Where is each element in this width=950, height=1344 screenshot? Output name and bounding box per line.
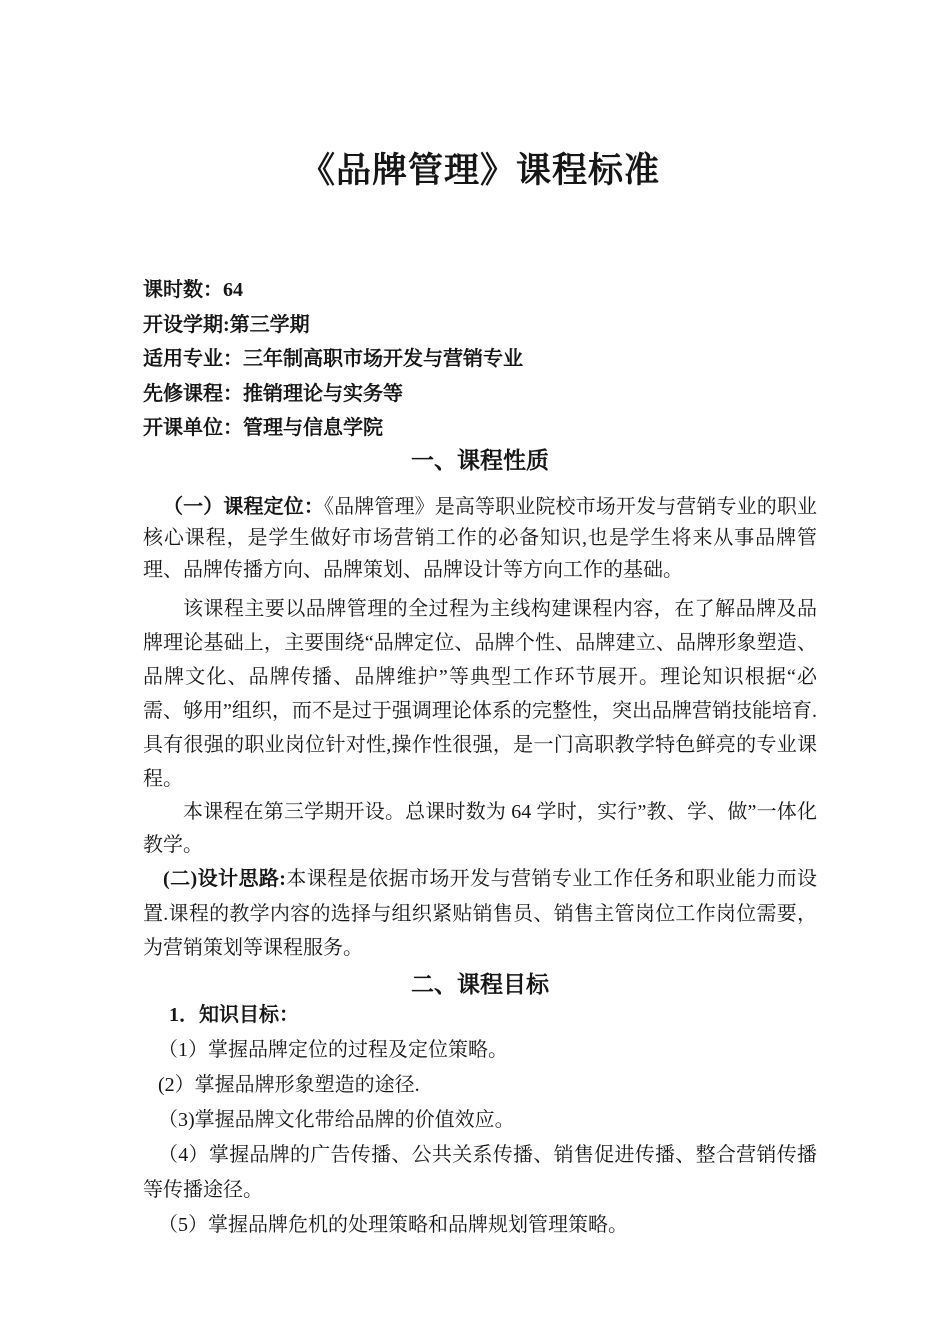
knowledge-goal-item-5: （5）掌握品牌危机的处理策略和品牌规划管理策略。 <box>158 1213 628 1236</box>
knowledge-goal-list <box>143 1033 817 1243</box>
para-course-position <box>143 492 817 587</box>
meta-prerequisite: 先修课程：推销理论与实务等 <box>143 382 403 405</box>
course-meta-block <box>143 273 817 446</box>
document-content <box>143 150 817 1243</box>
page-title: 《品牌管理》课程标准 <box>299 151 660 190</box>
knowledge-goal-item-1: （1）掌握品牌定位的过程及定位策略。 <box>158 1038 508 1061</box>
para-course-position-lead: （一）课程定位： <box>163 495 324 518</box>
knowledge-goal-item-3: （3)掌握品牌文化带给品牌的价值效应。 <box>158 1108 515 1131</box>
para-course-schedule: 本课程在第三学期开设。总课时数为 64 学时，实行”教、学、做”一体化教学。 <box>143 801 817 856</box>
para-design-idea <box>143 862 817 966</box>
meta-course-hours: 课时数：64 <box>143 279 243 301</box>
para-design-idea-body: 本课程是依据市场开发与营销专业工作任务和职业能力而设置.课程的教学内容的选择与组织紧贴销售员、销售主管岗位工作岗位需要，为营销策划等课程服务。 <box>143 868 818 959</box>
knowledge-goal-item-2: (2）掌握品牌形象塑造的途径. <box>158 1073 420 1096</box>
section-heading-course-nature: 一、课程性质 <box>411 447 549 473</box>
meta-semester: 开设学期:第三学期 <box>143 313 310 336</box>
section-heading-course-goals: 二、课程目标 <box>411 971 549 997</box>
para-course-position-body: 《品牌管理》是高等职业院校市场开发与营销专业的职业核心课程，是学生做好市场营销工作的必备知识,也是学生将来从事品牌管理、品牌传播方向、品牌策划、品牌设计等方向工作的基础。 <box>143 495 817 581</box>
meta-department: 开课单位：管理与信息学院 <box>143 417 383 439</box>
knowledge-goals-subheading: 1．知识目标： <box>169 1003 299 1026</box>
meta-major: 适用专业：三年制高职市场开发与营销专业 <box>143 348 523 370</box>
para-course-content: 该课程主要以品牌管理的全过程为主线构建课程内容，在了解品牌及品牌理论基础上，主要围绕“品牌定位、品牌个性、品牌建立、品牌形象塑造、品牌文化、品牌传播、品牌维护”等典型工作环节展开。理论知识根据“必需、够用”组织，而不是过于强调理论体系的完整性，突出品牌营销技能培育.具有很强的职业岗位针对性,操作性很强，是一门高职教学特色鲜亮的专业课程。 <box>143 598 817 790</box>
knowledge-goal-item-4: （4）掌握品牌的广告传播、公共关系传播、销售促进传播、整合营销传播等传播途径。 <box>143 1143 817 1201</box>
para-design-idea-lead: (二)设计思路: <box>163 868 286 890</box>
